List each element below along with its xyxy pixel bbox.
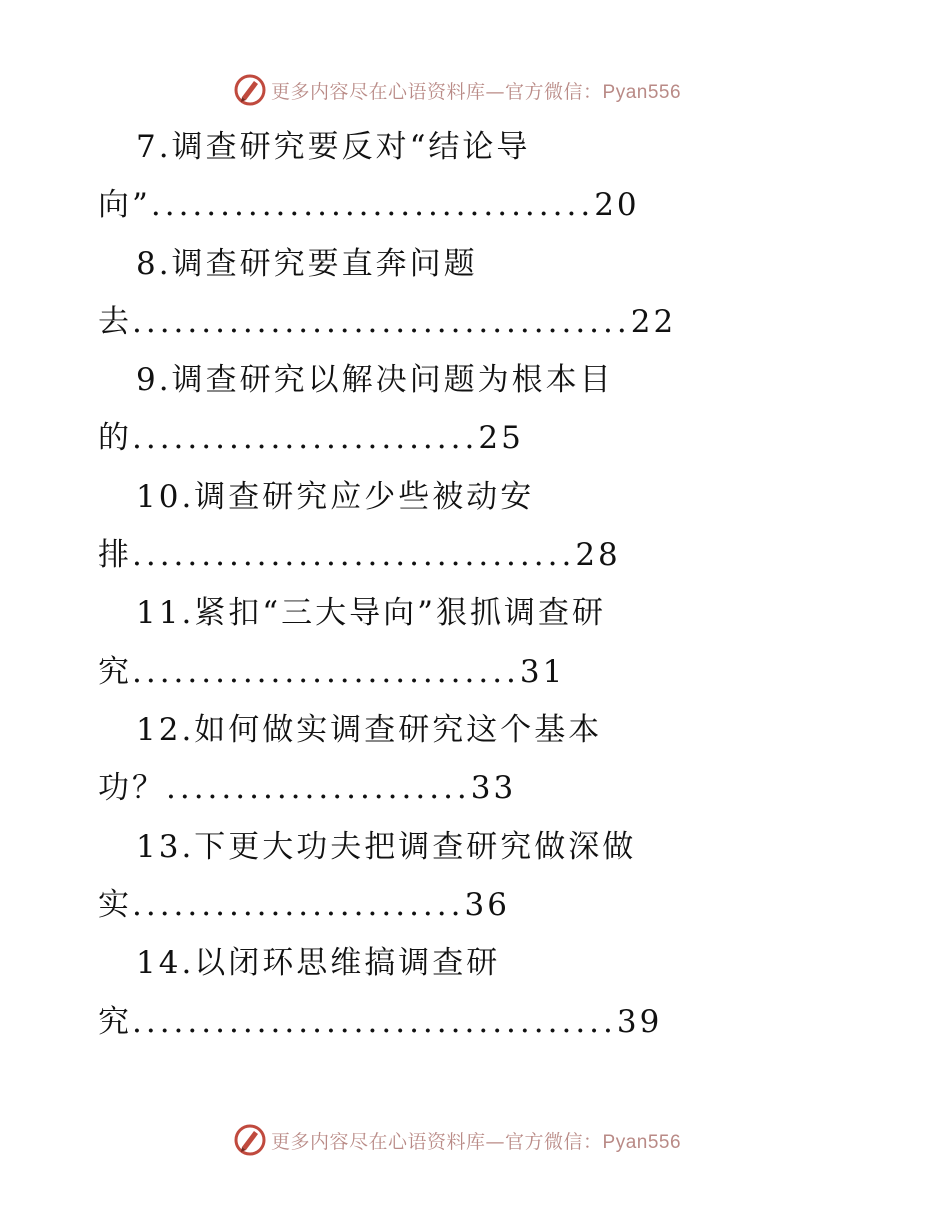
toc-entry-continuation: 究............................31: [98, 654, 566, 690]
footer-banner: [233, 1122, 681, 1158]
toc-page-number: 39: [616, 1004, 663, 1040]
toc-leader-dots: ........................: [132, 887, 465, 923]
toc-entry-continuation: 排................................28: [98, 537, 621, 573]
toc-leader-dots: ................................: [132, 537, 576, 573]
toc-entry-title: 13.下更大功夫把调查研究做深做: [136, 829, 637, 865]
toc-page-number: 20: [594, 187, 640, 223]
toc-entry-continuation: 的.........................25: [98, 420, 524, 456]
toc-page-number: 33: [470, 770, 517, 806]
toc-entry-title: 8.调查研究要直奔问题: [136, 246, 478, 282]
footer-banner-text: 更多内容尽在心语资料库—官方微信：Pyan556: [271, 1130, 682, 1153]
toc-page-number: 22: [630, 304, 677, 340]
toc-leader-dots: ............................: [132, 654, 520, 690]
toc-leader-dots: .........................: [132, 420, 479, 456]
toc-page-number: 28: [575, 537, 621, 573]
toc-entry-continuation: 去....................................22: [98, 304, 677, 340]
toc-entry-title: 10.调查研究应少些被动安: [136, 479, 535, 515]
header-banner-handle: Pyan556: [602, 81, 682, 103]
header-banner-text: 更多内容尽在心语资料库—官方微信：Pyan556: [271, 80, 682, 103]
toc-entry-title: 12.如何做实调查研究这个基本: [136, 712, 603, 748]
toc-entry-title: 9.调查研究以解决问题为根本目: [136, 362, 614, 398]
toc-leader-dots: ...................................: [132, 1004, 617, 1040]
toc-page-number: 36: [464, 887, 510, 923]
toc-leader-dots: ................................: [150, 187, 595, 223]
toc-page-number: 25: [478, 420, 524, 456]
toc-entry-continuation: 究...................................39: [98, 1004, 663, 1040]
toc-entry-title: 7.调查研究要反对“结论导: [136, 129, 531, 165]
footer-banner-handle: Pyan556: [602, 1131, 682, 1153]
toc-leader-dots: ....................................: [132, 304, 631, 340]
toc-entry-title: 11.紧扣“三大导向”狠抓调查研: [136, 595, 606, 631]
toc-entry-continuation: 实........................36: [98, 887, 510, 923]
toc-entry-title: 14.以闭环思维搞调查研: [136, 945, 501, 981]
pen-logo-icon: [233, 1123, 267, 1157]
toc-entry-continuation: 向”................................20: [98, 187, 640, 223]
toc-page-number: 31: [519, 654, 566, 690]
toc-entry-continuation: 功？......................33: [98, 770, 517, 806]
toc-leader-dots: ......................: [166, 770, 471, 806]
